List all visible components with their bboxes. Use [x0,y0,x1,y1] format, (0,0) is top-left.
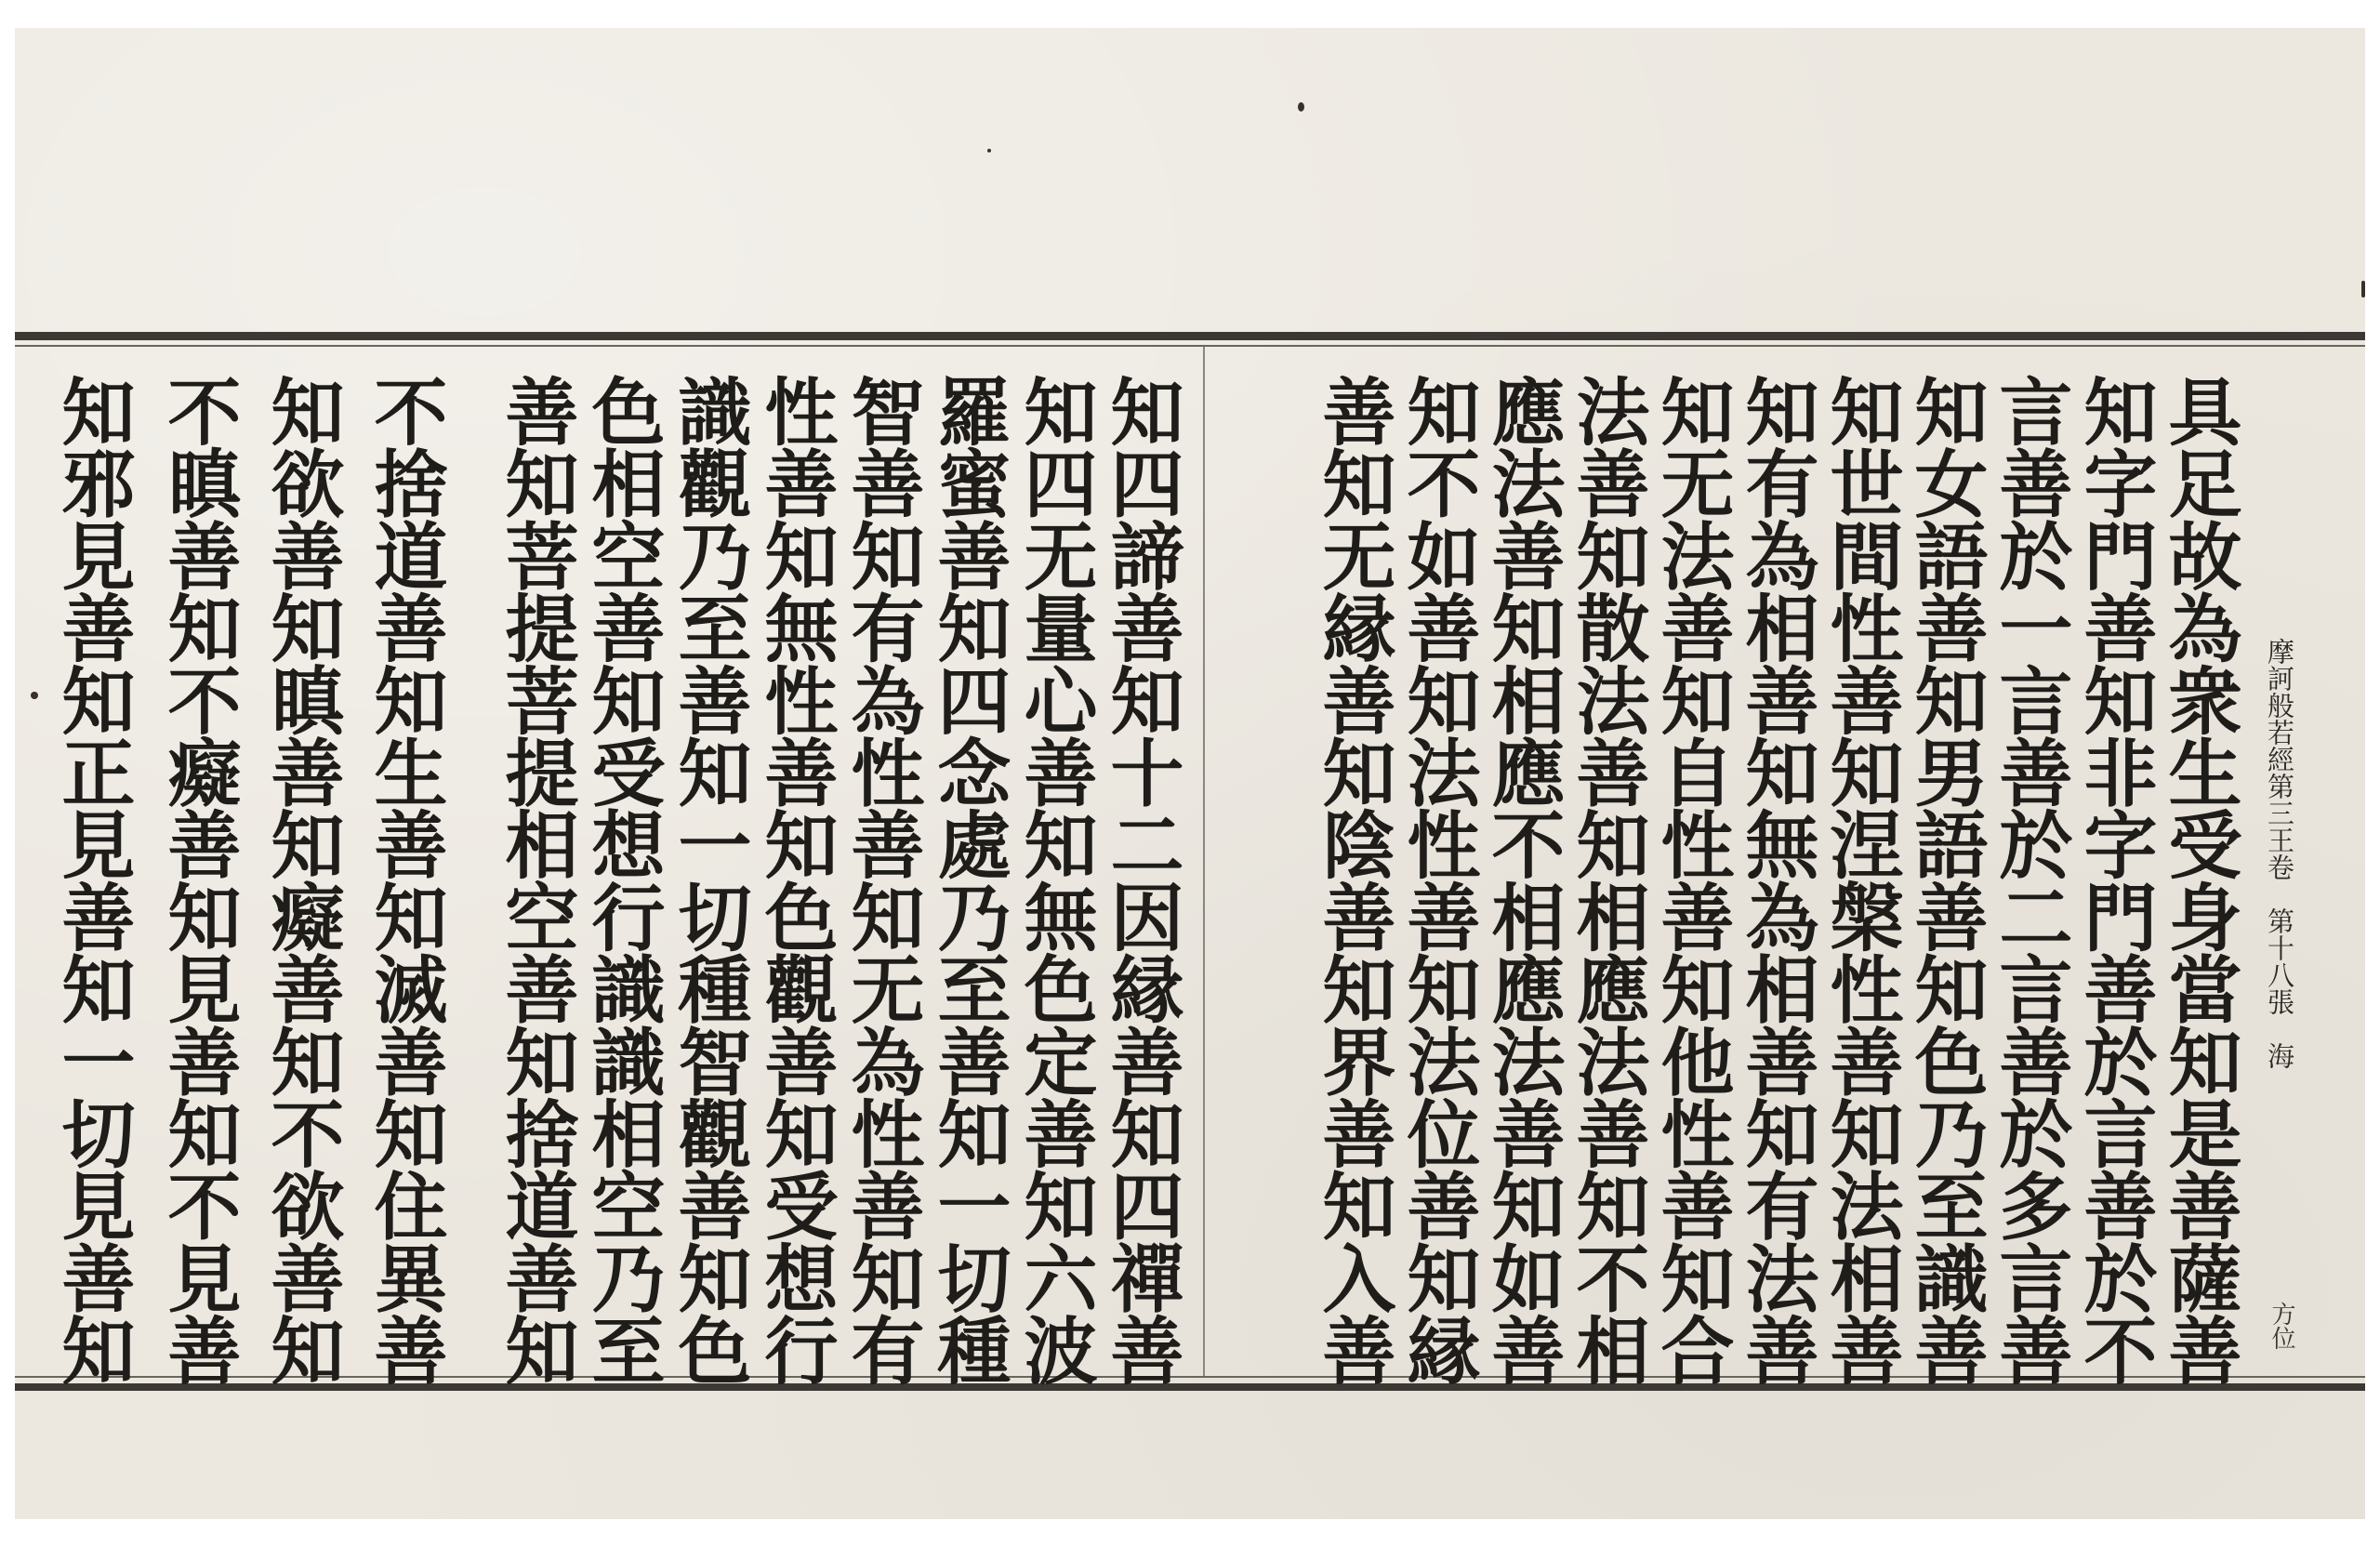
text-column-10: 知不如善知法性善知法位善知縁 [1395,374,1481,1385]
margin-mark: 方位 [2268,1302,2295,1350]
text-column-2: 知字門善知非字門善於言善於不 [2071,374,2158,1385]
text-column-13: 知四无量心善知無色定善知六波 [1012,374,1098,1385]
text-column-5: 知世間性善知涅槃性善知法相善 [1818,374,1904,1385]
text-column-22: 不瞋善知不癡善知見善知不見善 [155,374,242,1385]
text-column-8: 法善知散法善知相應法善知不相 [1564,374,1650,1385]
text-column-11: 善知无縁善知陰善知界善知入善 [1310,374,1396,1385]
text-column-6: 知有為相善知無為相善知有法善 [1733,374,1819,1385]
text-column-9: 應法善知相應不相應法善知如善 [1479,374,1566,1385]
text-column-4: 知女語善知男語善知色乃至識善 [1902,374,1989,1385]
center-fold-line [1203,347,1205,1376]
top-border-inner-rule [15,345,2365,347]
text-column-3: 言善於一言善於二言善於多言善 [1987,374,2073,1385]
text-column-1: 具足故為衆生受身當知是善薩善 [2156,374,2242,1385]
top-border-rule [15,332,2365,340]
ink-speck [987,149,991,152]
margin-title-label: 摩訶般若經第三王卷 第十八張 海 [2264,638,2295,1069]
text-column-20: 不捨道善知生善知滅善知住異善 [362,374,448,1385]
text-column-19: 善知菩提菩提相空善知捨道善知 [493,374,579,1385]
ink-speck [2361,281,2365,298]
ink-speck [31,692,38,699]
text-column-12: 知四諦善知十二因縁善知四禪善 [1098,374,1184,1385]
ink-speck [1298,102,1304,112]
text-column-21: 知欲善知瞋善知癡善知不欲善知 [258,374,345,1385]
text-column-17: 識觀乃至善知一切種智觀善知色 [666,374,752,1385]
text-column-16: 性善知無性善知色觀善知受想行 [752,374,839,1385]
text-column-7: 知无法善知自性善知他性善知合 [1648,374,1735,1385]
scripture-page [15,28,2365,1519]
text-column-18: 色相空善知受想行識識相空乃至 [579,374,666,1385]
text-column-14: 羅蜜善知四念處乃至善知一切種 [925,374,1012,1385]
text-column-15: 智善知有為性善知无為性善知有 [839,374,925,1385]
text-column-23: 知邪見善知正見善知一切見善知 [49,374,136,1385]
